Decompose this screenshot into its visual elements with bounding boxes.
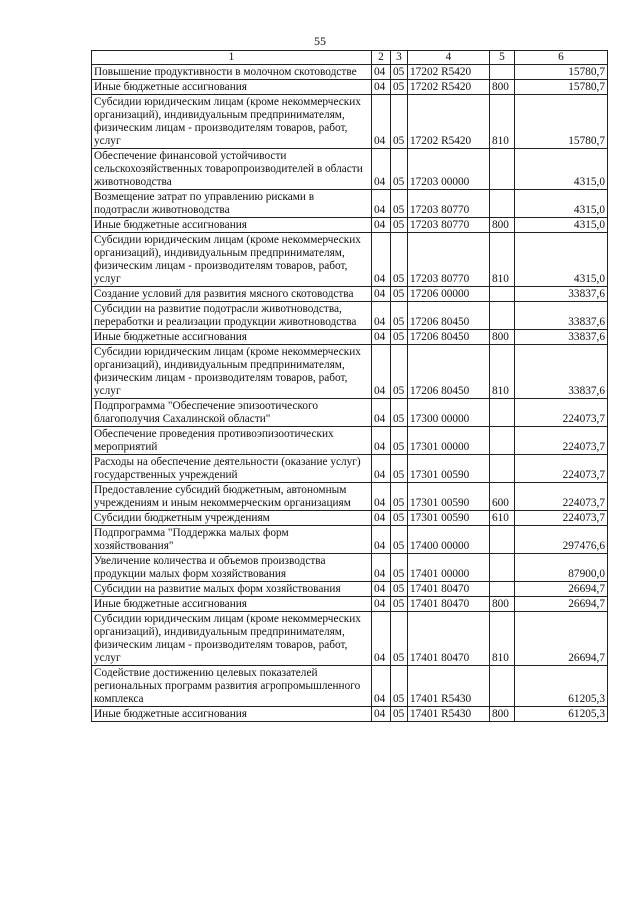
subsection-code-cell: 05 <box>391 526 408 554</box>
name-cell: Содействие достижению целевых показателей региональных программ развития агропромышленного комплекса <box>92 666 372 707</box>
amount-cell: 87900,0 <box>515 554 608 582</box>
subsection-code-cell: 05 <box>391 666 408 707</box>
name-cell: Иные бюджетные ассигнования <box>92 330 372 345</box>
name-cell: Субсидии юридическим лицам (кроме некоммерческих организаций), индивидуальным предпринимателям, физическим лицам - производителям товаров, работ, услуг <box>92 95 372 149</box>
name-cell: Предоставление субсидий бюджетным, автономным учреждениям и иным некоммерческим организациям <box>92 483 372 511</box>
table-row <box>92 345 608 399</box>
table-row <box>92 233 608 287</box>
target-article-cell: 17401 R5430 <box>408 707 490 722</box>
amount-cell: 33837,6 <box>515 330 608 345</box>
target-article-cell: 17202 R5420 <box>408 80 490 95</box>
subsection-code-cell: 05 <box>391 582 408 597</box>
amount-cell: 4315,0 <box>515 218 608 233</box>
name-cell: Субсидии юридическим лицам (кроме некоммерческих организаций), индивидуальным предпринимателям, физическим лицам - производителям товаров, работ, услуг <box>92 233 372 287</box>
expense-type-cell: 800 <box>490 597 515 612</box>
header-col-4: 4 <box>408 51 490 65</box>
name-cell: Расходы на обеспечение деятельности (оказание услуг) государственных учреждений <box>92 455 372 483</box>
table-row <box>92 427 608 455</box>
section-code-cell: 04 <box>372 612 391 666</box>
target-article-cell: 17300 00000 <box>408 399 490 427</box>
target-article-cell: 17203 80770 <box>408 218 490 233</box>
expense-type-cell: 800 <box>490 707 515 722</box>
section-code-cell: 04 <box>372 233 391 287</box>
section-code-cell: 04 <box>372 707 391 722</box>
section-code-cell: 04 <box>372 80 391 95</box>
amount-cell: 224073,7 <box>515 483 608 511</box>
subsection-code-cell: 05 <box>391 554 408 582</box>
subsection-code-cell: 05 <box>391 399 408 427</box>
expense-type-cell <box>490 582 515 597</box>
name-cell: Субсидии юридическим лицам (кроме некоммерческих организаций), индивидуальным предпринимателям, физическим лицам - производителям товаров, работ, услуг <box>92 345 372 399</box>
subsection-code-cell: 05 <box>391 233 408 287</box>
target-article-cell: 17400 00000 <box>408 526 490 554</box>
target-article-cell: 17401 80470 <box>408 597 490 612</box>
amount-cell: 4315,0 <box>515 149 608 190</box>
section-code-cell: 04 <box>372 582 391 597</box>
expense-type-cell: 800 <box>490 330 515 345</box>
subsection-code-cell: 05 <box>391 511 408 526</box>
expense-type-cell <box>490 399 515 427</box>
subsection-code-cell: 05 <box>391 330 408 345</box>
section-code-cell: 04 <box>372 95 391 149</box>
section-code-cell: 04 <box>372 287 391 302</box>
header-row <box>92 51 608 65</box>
table-row <box>92 554 608 582</box>
table-row <box>92 65 608 80</box>
subsection-code-cell: 05 <box>391 427 408 455</box>
table-row <box>92 330 608 345</box>
name-cell: Иные бюджетные ассигнования <box>92 218 372 233</box>
name-cell: Создание условий для развития мясного скотоводства <box>92 287 372 302</box>
table-header <box>92 51 608 65</box>
header-col-3: 3 <box>391 51 408 65</box>
table-row <box>92 526 608 554</box>
table-row <box>92 80 608 95</box>
section-code-cell: 04 <box>372 526 391 554</box>
expense-type-cell <box>490 666 515 707</box>
table-row <box>92 707 608 722</box>
subsection-code-cell: 05 <box>391 455 408 483</box>
amount-cell: 15780,7 <box>515 65 608 80</box>
target-article-cell: 17301 00590 <box>408 511 490 526</box>
target-article-cell: 17206 80450 <box>408 330 490 345</box>
target-article-cell: 17202 R5420 <box>408 95 490 149</box>
target-article-cell: 17301 00000 <box>408 427 490 455</box>
expense-type-cell <box>490 526 515 554</box>
section-code-cell: 04 <box>372 427 391 455</box>
subsection-code-cell: 05 <box>391 149 408 190</box>
budget-table <box>91 50 608 722</box>
table-row <box>92 95 608 149</box>
table-body <box>92 65 608 722</box>
name-cell: Субсидии юридическим лицам (кроме некоммерческих организаций), индивидуальным предпринимателям, физическим лицам - производителям товаров, работ, услуг <box>92 612 372 666</box>
amount-cell: 61205,3 <box>515 707 608 722</box>
expense-type-cell: 810 <box>490 345 515 399</box>
target-article-cell: 17203 00000 <box>408 149 490 190</box>
subsection-code-cell: 05 <box>391 218 408 233</box>
name-cell: Иные бюджетные ассигнования <box>92 80 372 95</box>
amount-cell: 224073,7 <box>515 427 608 455</box>
section-code-cell: 04 <box>372 399 391 427</box>
section-code-cell: 04 <box>372 190 391 218</box>
subsection-code-cell: 05 <box>391 80 408 95</box>
target-article-cell: 17202 R5420 <box>408 65 490 80</box>
amount-cell: 33837,6 <box>515 345 608 399</box>
header-col-1: 1 <box>92 51 372 65</box>
table-row <box>92 190 608 218</box>
header-col-6: 6 <box>515 51 608 65</box>
table-row <box>92 218 608 233</box>
table-row <box>92 455 608 483</box>
expense-type-cell: 610 <box>490 511 515 526</box>
expense-type-cell: 810 <box>490 612 515 666</box>
amount-cell: 15780,7 <box>515 80 608 95</box>
amount-cell: 4315,0 <box>515 190 608 218</box>
name-cell: Иные бюджетные ассигнования <box>92 597 372 612</box>
expense-type-cell <box>490 190 515 218</box>
target-article-cell: 17206 80450 <box>408 302 490 330</box>
header-col-2: 2 <box>372 51 391 65</box>
header-col-5: 5 <box>490 51 515 65</box>
amount-cell: 224073,7 <box>515 511 608 526</box>
name-cell: Увеличение количества и объемов производства продукции малых форм хозяйствования <box>92 554 372 582</box>
amount-cell: 4315,0 <box>515 233 608 287</box>
amount-cell: 26694,7 <box>515 597 608 612</box>
table-row <box>92 666 608 707</box>
amount-cell: 61205,3 <box>515 666 608 707</box>
page-number: 55 <box>314 34 326 48</box>
target-article-cell: 17401 80470 <box>408 612 490 666</box>
expense-type-cell <box>490 65 515 80</box>
table-row <box>92 612 608 666</box>
expense-type-cell <box>490 427 515 455</box>
subsection-code-cell: 05 <box>391 287 408 302</box>
section-code-cell: 04 <box>372 483 391 511</box>
name-cell: Подпрограмма "Поддержка малых форм хозяйствования" <box>92 526 372 554</box>
subsection-code-cell: 05 <box>391 597 408 612</box>
subsection-code-cell: 05 <box>391 483 408 511</box>
amount-cell: 15780,7 <box>515 95 608 149</box>
section-code-cell: 04 <box>372 218 391 233</box>
table-row <box>92 302 608 330</box>
amount-cell: 224073,7 <box>515 455 608 483</box>
amount-cell: 33837,6 <box>515 287 608 302</box>
target-article-cell: 17401 R5430 <box>408 666 490 707</box>
name-cell: Подпрограмма "Обеспечение эпизоотического благополучия Сахалинской области" <box>92 399 372 427</box>
section-code-cell: 04 <box>372 149 391 190</box>
name-cell: Возмещение затрат по управлению рисками в подотрасли животноводства <box>92 190 372 218</box>
target-article-cell: 17203 80770 <box>408 233 490 287</box>
section-code-cell: 04 <box>372 554 391 582</box>
name-cell: Субсидии на развитие малых форм хозяйствования <box>92 582 372 597</box>
name-cell: Повышение продуктивности в молочном скотоводстве <box>92 65 372 80</box>
target-article-cell: 17203 80770 <box>408 190 490 218</box>
subsection-code-cell: 05 <box>391 612 408 666</box>
table-row <box>92 511 608 526</box>
section-code-cell: 04 <box>372 330 391 345</box>
amount-cell: 26694,7 <box>515 612 608 666</box>
expense-type-cell: 810 <box>490 233 515 287</box>
expense-type-cell: 800 <box>490 218 515 233</box>
amount-cell: 26694,7 <box>515 582 608 597</box>
name-cell: Обеспечение финансовой устойчивости сельскохозяйственных товаропроизводителей в области животноводства <box>92 149 372 190</box>
subsection-code-cell: 05 <box>391 345 408 399</box>
section-code-cell: 04 <box>372 345 391 399</box>
subsection-code-cell: 05 <box>391 95 408 149</box>
amount-cell: 297476,6 <box>515 526 608 554</box>
target-article-cell: 17301 00590 <box>408 483 490 511</box>
name-cell: Обеспечение проведения противоэпизоотических мероприятий <box>92 427 372 455</box>
amount-cell: 33837,6 <box>515 302 608 330</box>
section-code-cell: 04 <box>372 65 391 80</box>
table-row <box>92 483 608 511</box>
section-code-cell: 04 <box>372 455 391 483</box>
table-row <box>92 287 608 302</box>
target-article-cell: 17401 00000 <box>408 554 490 582</box>
target-article-cell: 17401 80470 <box>408 582 490 597</box>
table-row <box>92 399 608 427</box>
expense-type-cell <box>490 554 515 582</box>
table-row <box>92 582 608 597</box>
section-code-cell: 04 <box>372 666 391 707</box>
subsection-code-cell: 05 <box>391 65 408 80</box>
name-cell: Субсидии на развитие подотрасли животноводства, переработки и реализации продукции животноводства <box>92 302 372 330</box>
section-code-cell: 04 <box>372 597 391 612</box>
expense-type-cell: 800 <box>490 80 515 95</box>
target-article-cell: 17301 00590 <box>408 455 490 483</box>
name-cell: Иные бюджетные ассигнования <box>92 707 372 722</box>
table-row <box>92 597 608 612</box>
subsection-code-cell: 05 <box>391 302 408 330</box>
expense-type-cell: 810 <box>490 95 515 149</box>
expense-type-cell: 600 <box>490 483 515 511</box>
subsection-code-cell: 05 <box>391 707 408 722</box>
amount-cell: 224073,7 <box>515 399 608 427</box>
expense-type-cell <box>490 455 515 483</box>
section-code-cell: 04 <box>372 511 391 526</box>
target-article-cell: 17206 80450 <box>408 345 490 399</box>
expense-type-cell <box>490 149 515 190</box>
table-row <box>92 149 608 190</box>
expense-type-cell <box>490 287 515 302</box>
target-article-cell: 17206 00000 <box>408 287 490 302</box>
subsection-code-cell: 05 <box>391 190 408 218</box>
expense-type-cell <box>490 302 515 330</box>
name-cell: Субсидии бюджетным учреждениям <box>92 511 372 526</box>
section-code-cell: 04 <box>372 302 391 330</box>
